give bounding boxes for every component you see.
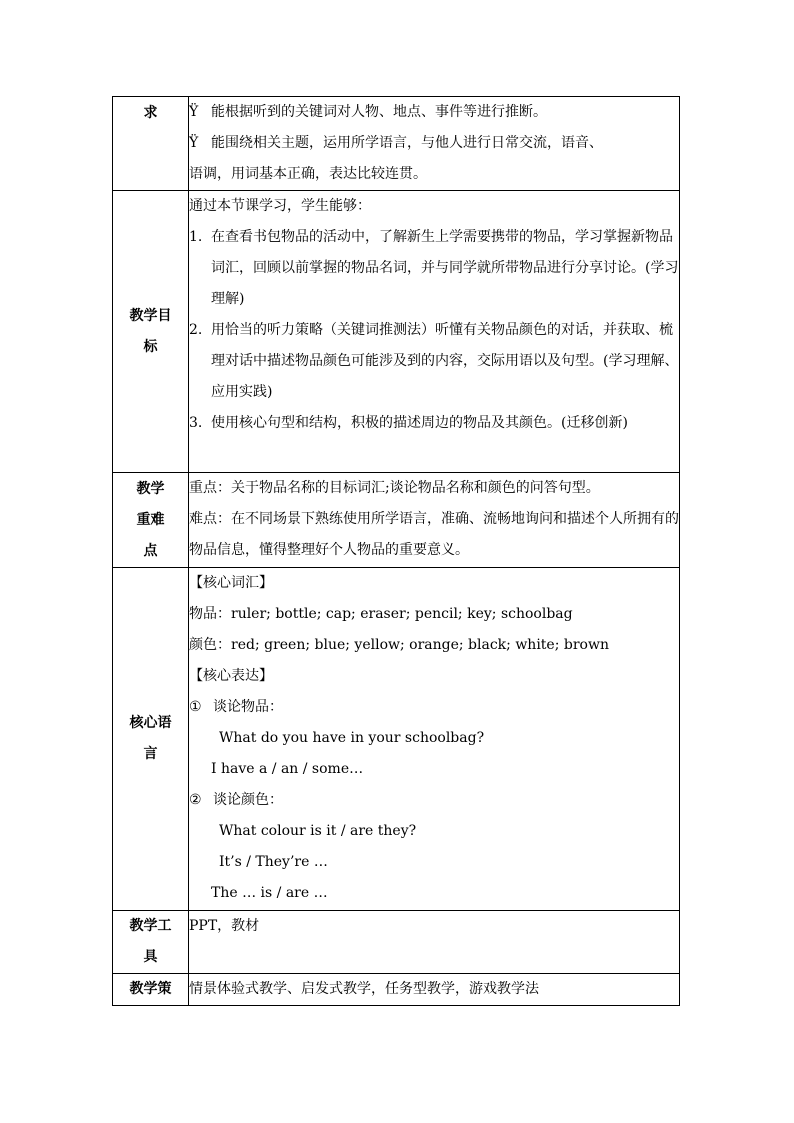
core-language-label: 核心语言 — [129, 715, 172, 762]
tools-content — [189, 911, 680, 974]
key-points-label-cell — [113, 473, 189, 568]
requirement-line-1: Ÿ 能根据听到的关键词对人物、地点、事件等进行推断。 — [189, 97, 679, 128]
requirements-row — [113, 97, 680, 191]
core-language-row — [113, 568, 680, 911]
colors-vocab-line: 颜色：red; green; blue; yellow; orange; black; white; brown — [189, 637, 609, 653]
question-schoolbag: What do you have in your schoolbag? — [219, 730, 485, 746]
strategy-text: 情景体验式教学、启发式教学，任务型教学，游戏教学法 — [189, 981, 539, 997]
objective-item-2: 2. 用恰当的听力策略（关键词推测法）听懂有关物品颜色的对话，并获取、梳理对话中描述物品颜色可能涉及到的内容，交际用语以及句型。(学习理解、应用实践) — [189, 322, 679, 400]
tools-text: PPT，教材 — [189, 918, 260, 934]
requirements-label-cell — [113, 97, 189, 191]
teaching-objectives-row — [113, 191, 680, 473]
core-language-content — [189, 568, 680, 911]
strategy-content — [189, 974, 680, 1006]
question-colour: What colour is it / are they? — [219, 823, 417, 839]
teaching-strategy-row — [113, 974, 680, 1006]
objectives-intro: 通过本节课学习，学生能够： — [189, 198, 371, 214]
tools-label: 教学工具 — [129, 918, 172, 965]
strategy-label: 教学策 — [129, 981, 172, 997]
answer-have: I have a / an / some… — [211, 761, 364, 777]
answer-the: The … is / are … — [211, 885, 328, 901]
topic-colors: ② 谈论颜色： — [189, 792, 283, 808]
requirement-line-3: 语调，用词基本正确，表达比较连贯。 — [189, 166, 427, 182]
objective-item-1: 1. 在查看书包物品的活动中，了解新生上学需要携带的物品，学习掌握新物品词汇，回顾以前掌握的物品名词，并与同学就所带物品进行分享讨论。(学习理解) — [189, 229, 679, 307]
requirements-content — [189, 97, 680, 191]
core-vocab-heading: 【核心词汇】 — [189, 575, 273, 591]
strategy-label-cell — [113, 974, 189, 1006]
key-points-content — [189, 473, 680, 568]
requirement-line-2: Ÿ 能围绕相关主题，运用所学语言，与他人进行日常交流，语音、 — [189, 128, 679, 159]
items-vocab-line: 物品：ruler; bottle; cap; eraser; pencil; key; schoolbag — [189, 606, 573, 622]
lesson-plan-table — [112, 96, 680, 1006]
bullet-icon: Ÿ — [189, 135, 199, 151]
objectives-content — [189, 191, 680, 473]
teaching-tools-row — [113, 911, 680, 974]
topic-items: ① 谈论物品： — [189, 699, 283, 715]
requirements-label: 求 — [143, 105, 158, 121]
objectives-label-cell — [113, 191, 189, 473]
key-point-line: 重点：关于物品名称的目标词汇;谈论物品名称和颜色的问答句型。 — [189, 480, 600, 496]
difficult-point-line: 难点：在不同场景下熟练使用所学语言，准确、流畅地询问和描述个人所拥有的物品信息，懂得整理好个人物品的重要意义。 — [189, 511, 679, 558]
answer-its: It’s / They’re … — [219, 854, 328, 870]
key-points-label: 教学重难点 — [136, 480, 165, 559]
objective-item-3: 3. 使用核心句型和结构，积极的描述周边的物品及其颜色。(迁移创新) — [189, 415, 628, 431]
tools-label-cell — [113, 911, 189, 974]
core-language-label-cell — [113, 568, 189, 911]
bullet-icon: Ÿ — [189, 104, 199, 120]
objectives-label: 教学目标 — [129, 307, 172, 355]
key-difficult-points-row — [113, 473, 680, 568]
core-expr-heading: 【核心表达】 — [189, 668, 273, 684]
